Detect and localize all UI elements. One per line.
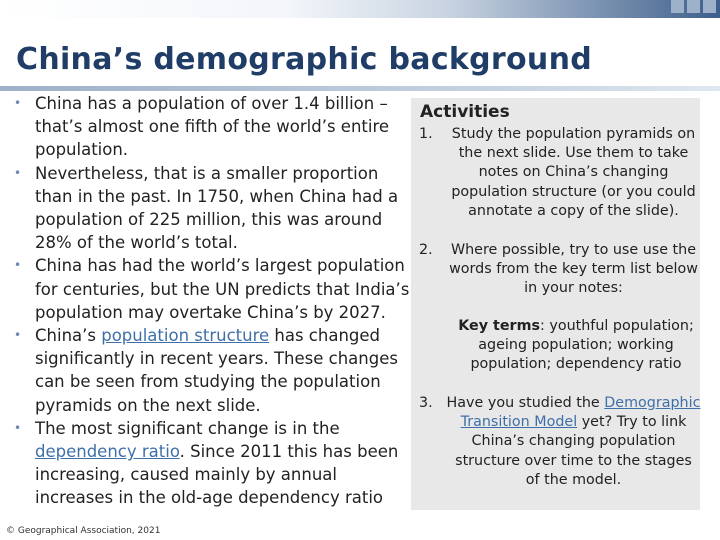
dependency-ratio-link[interactable]: dependency ratio — [35, 442, 180, 462]
bullet-text: Nevertheless, that is a smaller proportion than in the past. In 1750, when China had a population of 225 million, this was around 28% of the world’s total. — [35, 163, 399, 253]
activity-number: 3. — [419, 395, 433, 411]
bullet-item — [14, 324, 416, 417]
bullet-item — [14, 417, 416, 510]
bullet-item — [14, 254, 416, 324]
copyright-footer: © Geographical Association, 2021 — [6, 526, 161, 536]
slide-title: China’s demographic background — [16, 42, 593, 77]
activity-item — [419, 125, 701, 221]
population-structure-link[interactable]: population structure — [101, 326, 270, 346]
activity-text: Where possible, try to use use the words from the key term list below in your notes: — [449, 242, 698, 297]
activities-panel — [411, 98, 700, 510]
key-terms-text: : youthful population; ageing population; working population; dependency ratio — [470, 318, 694, 373]
bullet-icon: • — [14, 420, 22, 435]
title-underline — [0, 86, 720, 91]
key-terms-label: Key terms — [458, 318, 540, 334]
activities-title: Activities — [420, 102, 510, 122]
bullet-text: China has a population of over 1.4 billion – that’s almost one fifth of the world’s entire population. — [35, 94, 390, 160]
decorative-squares — [671, 0, 716, 13]
bullet-text: has changed significantly in recent years. These changes can be seen from studying the population pyramids on the next slide. — [35, 326, 398, 415]
bullet-icon: • — [14, 258, 22, 273]
activity-item — [419, 394, 701, 490]
activity-text-part: Have you studied the — [446, 395, 605, 411]
bullet-icon: • — [14, 96, 22, 110]
bullet-item — [14, 92, 416, 162]
bullet-text: China has had the world’s largest population for centuries, but the UN predicts that India’s population may overtake China’s by 2027. — [35, 256, 410, 322]
activity-text-part: yet? Try to link China’s changing population structure over time to the stages of the model. — [455, 414, 692, 488]
bullet-text: China’s — [35, 326, 102, 346]
bullet-text: The most significant change is in the — [35, 418, 340, 438]
activity-text: Study the population pyramids on the next slide. Use them to take notes on China’s changing population structure (or you could annotate a copy of the slide). — [451, 126, 696, 219]
activity-item — [419, 241, 701, 299]
decor-square — [671, 0, 684, 13]
bullet-text: . Since 2011 this has been increasing, caused mainly by annual increases in the old-age dependency ratio — [35, 442, 399, 508]
bullet-item — [14, 162, 416, 255]
bullet-list — [14, 92, 416, 538]
activity-number: 1. — [419, 126, 433, 142]
bullet-icon: • — [14, 328, 22, 343]
decor-square — [703, 0, 716, 13]
decor-square — [687, 0, 700, 13]
bullet-icon: • — [14, 165, 22, 180]
demographic-transition-model-link[interactable]: Demographic Transition Model — [460, 395, 701, 431]
key-terms — [451, 317, 701, 375]
header-banner — [0, 0, 720, 18]
activity-number: 2. — [419, 242, 433, 258]
activity-text — [419, 394, 701, 490]
